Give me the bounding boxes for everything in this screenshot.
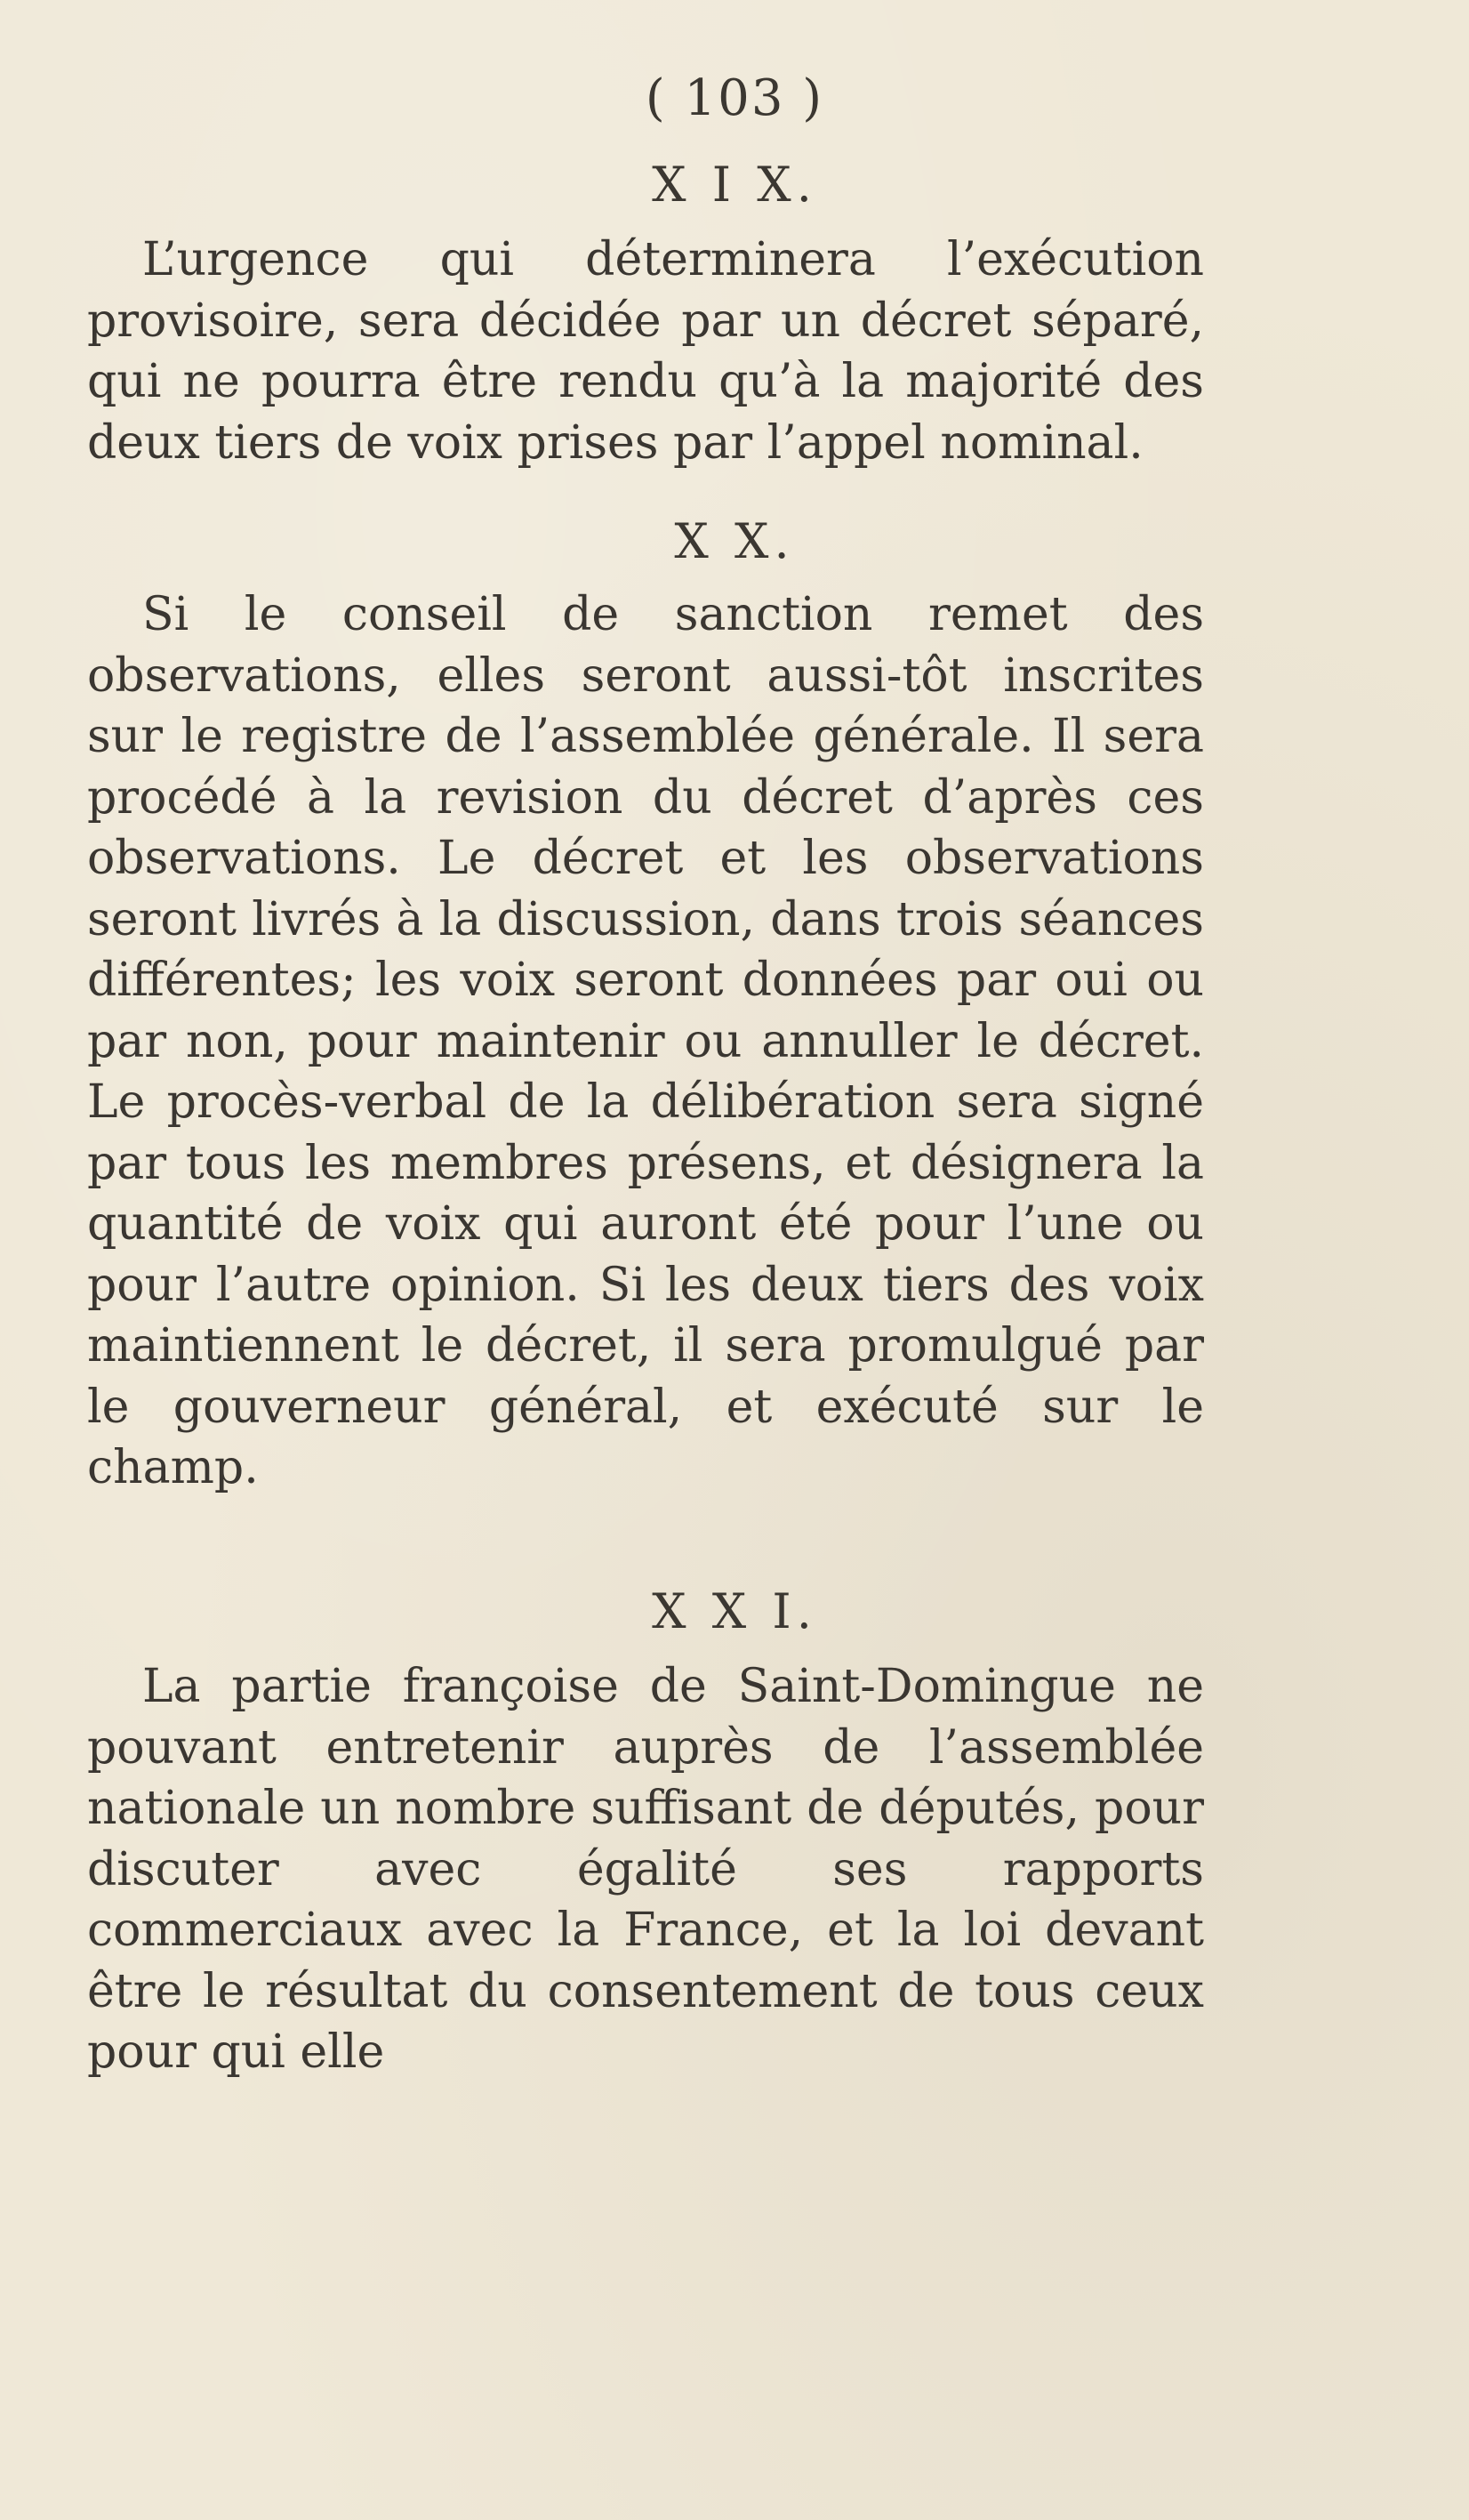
page-number-header: ( 103 ) [645, 69, 824, 127]
article-text-21: La partie françoise de Saint-Domingue ne pouvant entretenir auprès de l’assemblée nationale un nombre suffisant de députés, pour discuter avec égalité ses rapports commerciaux avec la France, et la loi devant être le résultat du consentement de tous ceux pour qui elle [87, 1660, 1204, 2079]
article-number-19: X I X. [652, 157, 817, 213]
article-number-21: X X I. [652, 1583, 817, 1639]
article-text-20: Si le conseil de sanction remet des observations, elles seront aussi-tôt inscrites sur le registre de l’assemblée générale. Il sera procédé à la revision du décret d’après ces observations. Le décret et les observations seront livrés à la discussion, dans trois séances différentes; les voix seront données par oui ou par non, pour maintenir ou annuller le décret. Le procès-verbal de la délibération sera signé par tous les membres présens, et désignera la quantité de voix qui auront été pour l’une ou pour l’autre opinion. Si les deux tiers des voix maintiennent le décret, il sera promulgué par le gouverneur général, et exécuté sur le champ. [87, 588, 1204, 1494]
article-number-20: X X. [674, 513, 795, 569]
article-text-19: L’urgence qui déterminera l’exécution provisoire, sera décidée par un décret séparé, qui ne pourra être rendu qu’à la majorité des deux tiers de voix prises par l’appel nominal. [87, 233, 1204, 470]
